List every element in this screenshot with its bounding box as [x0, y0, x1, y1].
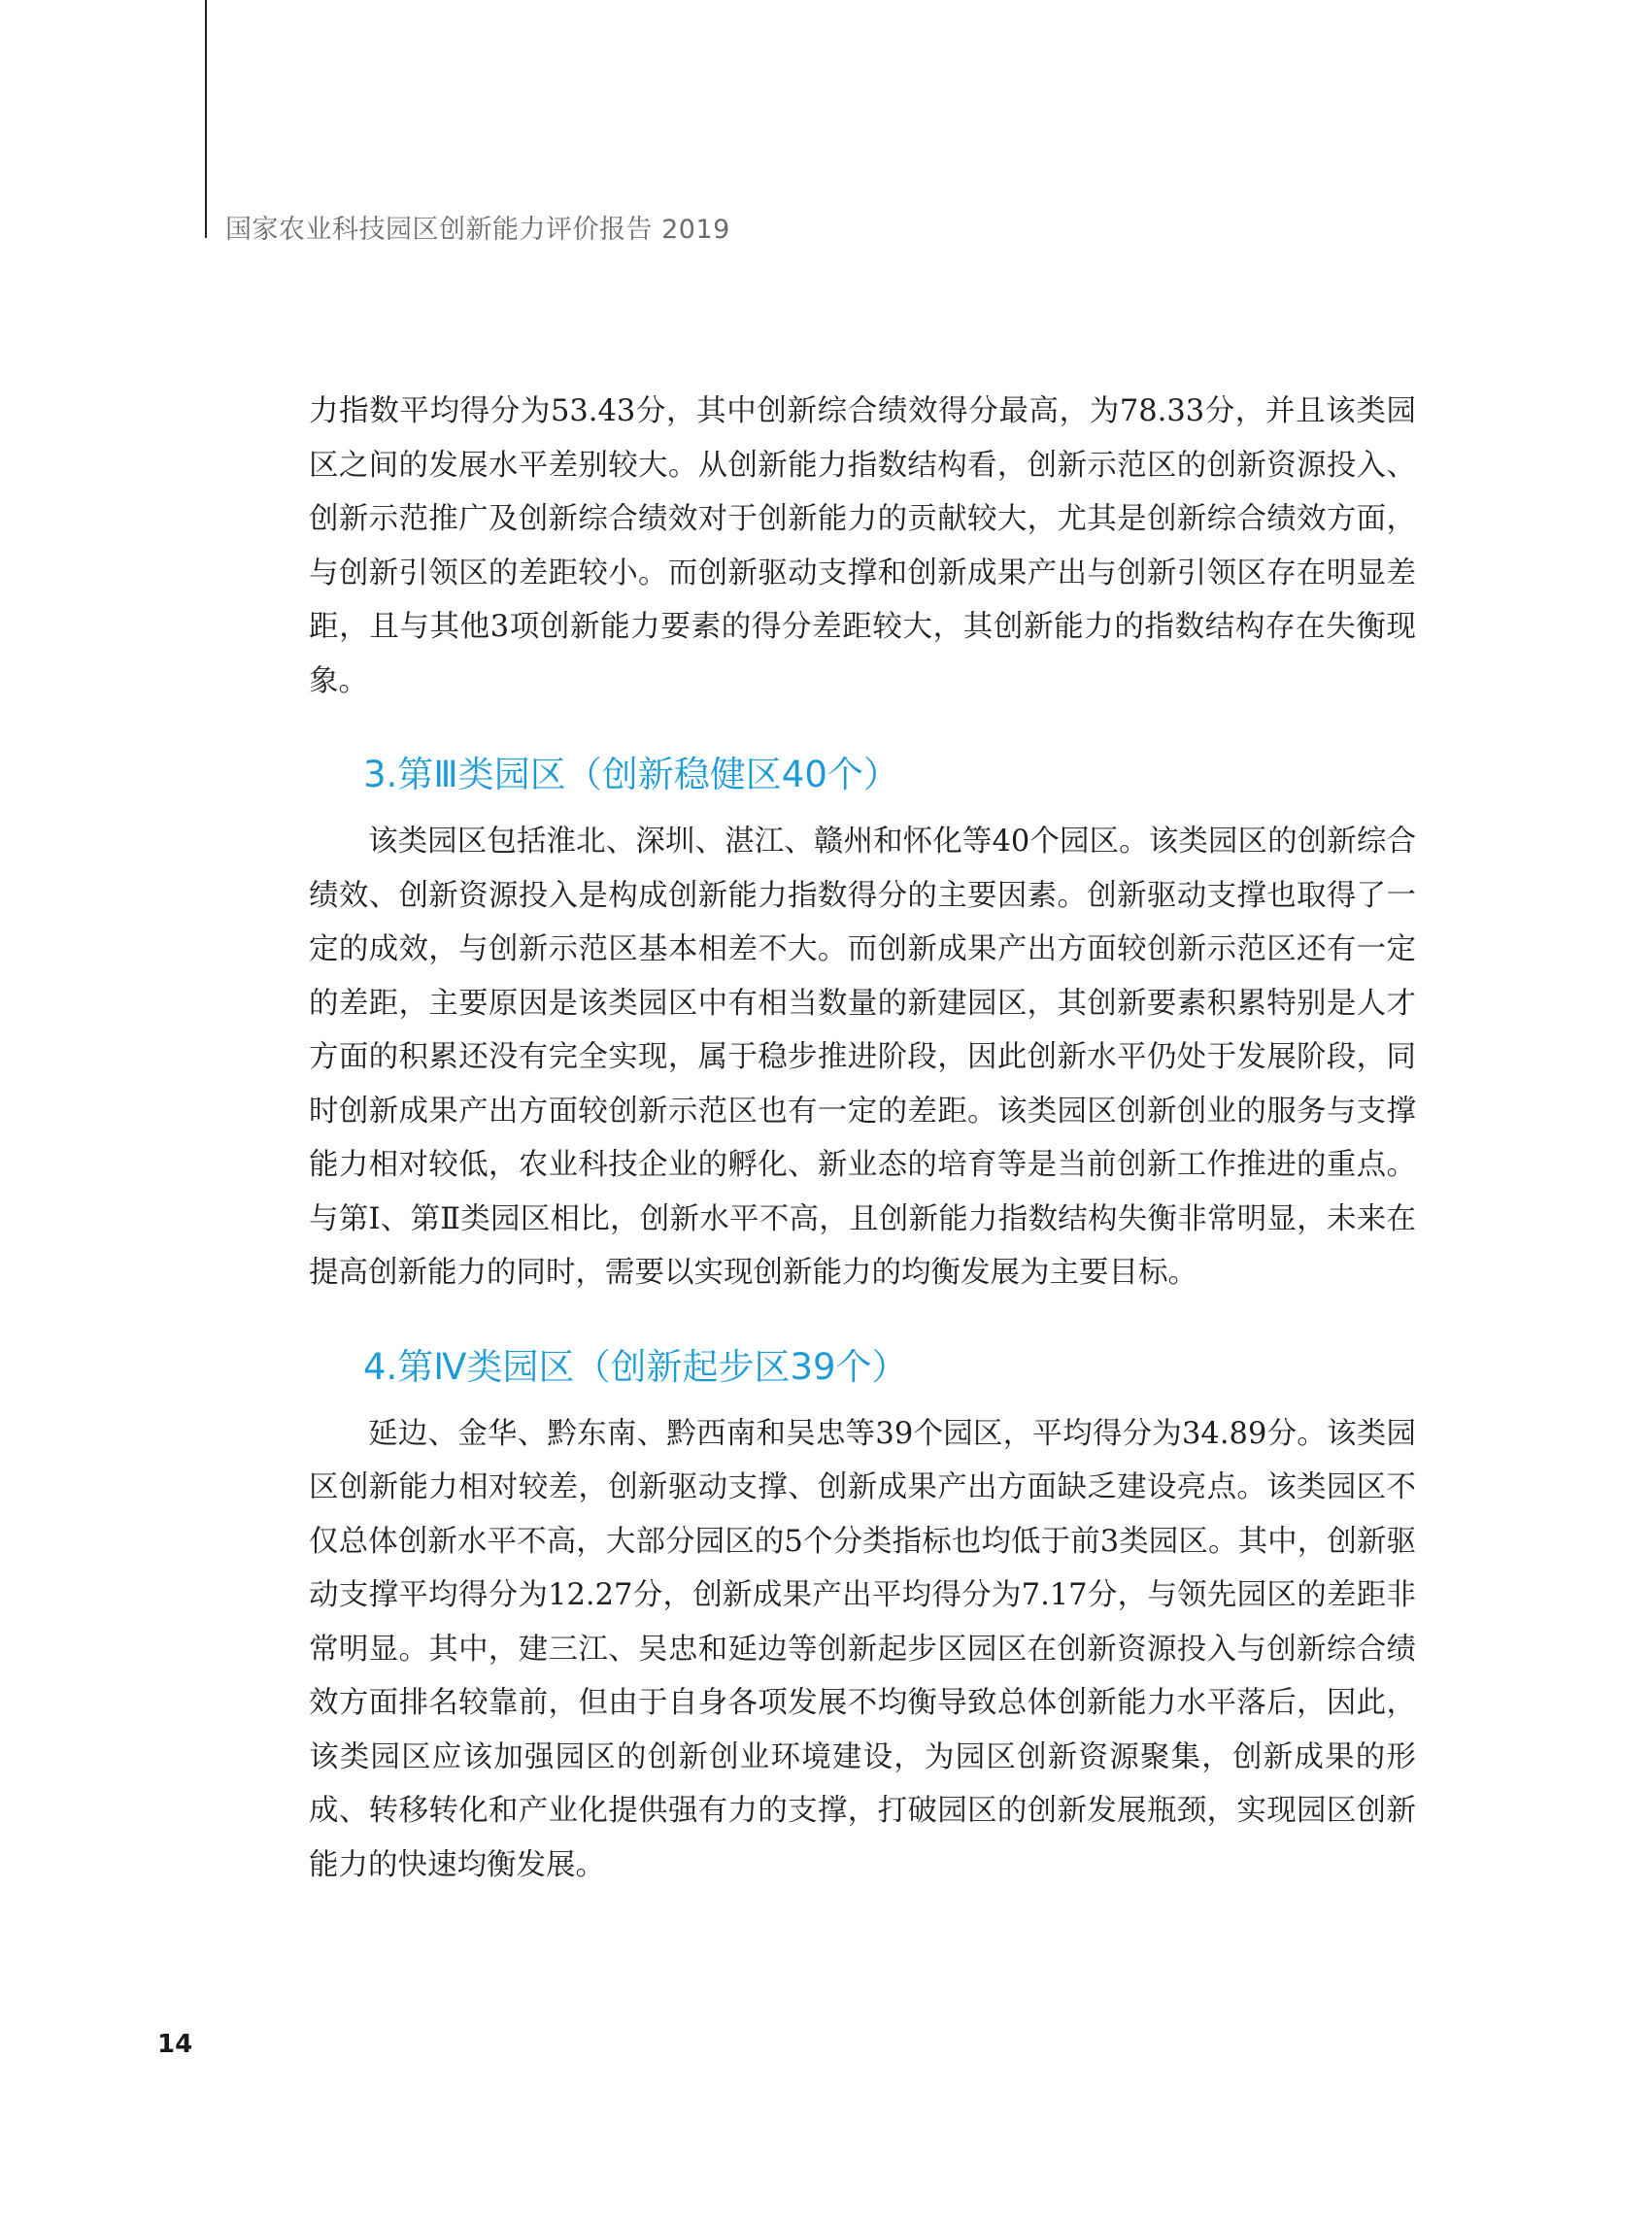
section-heading-4: 4.第Ⅳ类园区（创新起步区39个） — [363, 1345, 908, 1388]
margin-rule — [205, 0, 207, 238]
page-content — [309, 385, 1416, 1892]
section-paragraph-3: 该类园区包括淮北、深圳、湛江、赣州和怀化等40个园区。该类园区的创新综合绩效、创新资源投入是构成创新能力指数得分的主要因素。创新驱动支撑也取得了一定的成效，与创新示范区基本相差不大。而创新成果产出方面较创新示范区还有一定的差距，主要原因是该类园区中有相当数量的新建园区，其创新要素积累特别是人才方面的积累还没有完全实现，属于稳步推进阶段，因此创新水平仍处于发展阶段，同时创新成果产出方面较创新示范区也有一定的差距。该类园区创新创业的服务与支撑能力相对较低，农业科技企业的孵化、新业态的培育等是当前创新工作推进的重点。与第Ⅰ、第Ⅱ类园区相比，创新水平不高，且创新能力指数结构失衡非常明显，未来在提高创新能力的同时，需要以实现创新能力的均衡发展为主要目标。 — [309, 825, 1416, 1290]
page-number: 14 — [157, 2030, 193, 2059]
intro-paragraph: 力指数平均得分为53.43分，其中创新综合绩效得分最高，为78.33分，并且该类园区之间的发展水平差别较大。从创新能力指数结构看，创新示范区的创新资源投入、创新示范推广及创新综合绩效对于创新能力的贡献较大，尤其是创新综合绩效方面，与创新引领区的差距较小。而创新驱动支撑和创新成果产出与创新引领区存在明显差距，且与其他3项创新能力要素的得分差距较大，其创新能力的指数结构存在失衡现象。 — [309, 394, 1416, 698]
section-paragraph-4: 延边、金华、黔东南、黔西南和吴忠等39个园区，平均得分为34.89分。该类园区创新能力相对较差，创新驱动支撑、创新成果产出方面缺乏建设亮点。该类园区不仅总体创新水平不高，大部分园区的5个分类指标也均低于前3类园区。其中，创新驱动支撑平均得分为12.27分，创新成果产出平均得分为7.17分，与领先园区的差距非常明显。其中，建三江、吴忠和延边等创新起步区园区在创新资源投入与创新综合绩效方面排名较靠前，但由于自身各项发展不均衡导致总体创新能力水平落后，因此，该类园区应该加强园区的创新创业环境建设，为园区创新资源聚集，创新成果的形成、转移转化和产业化提供强有力的支撑，打破园区的创新发展瓶颈，实现园区创新能力的快速均衡发展。 — [309, 1416, 1416, 1882]
running-header: 国家农业科技园区创新能力评价报告 2019 — [225, 215, 730, 245]
section-heading-3: 3.第Ⅲ类园区（创新稳健区40个） — [363, 754, 899, 795]
